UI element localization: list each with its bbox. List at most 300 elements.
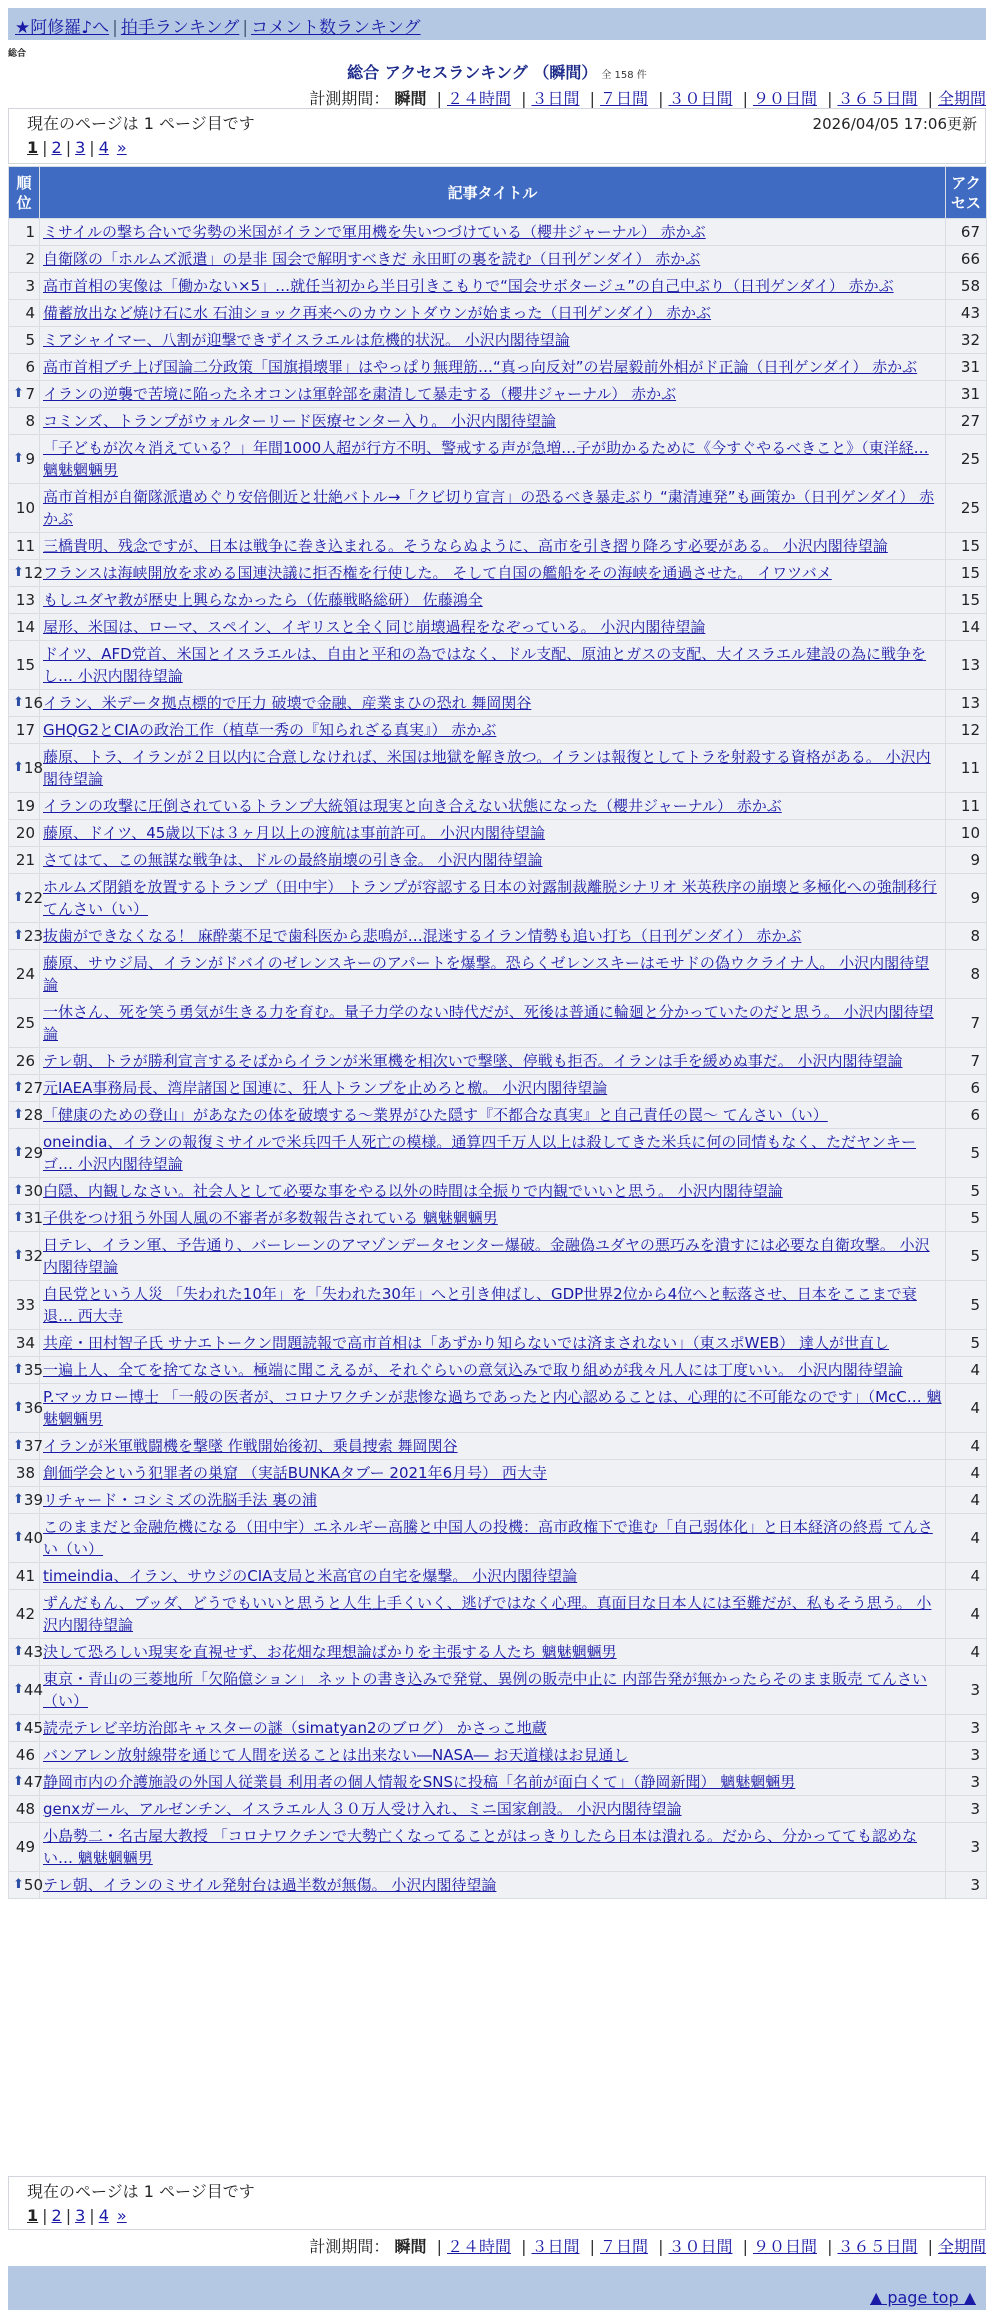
article-link[interactable]: 備蓄放出など焼け石に水 石油ショック再来へのカウントダウンが始まった（日刊ゲンダイ） 赤かぶ [43,304,712,322]
arrow-up-icon: ⬆ [13,1644,24,1659]
period-label: 計測期間： [309,2237,390,2256]
table-row [9,435,987,484]
article-link[interactable]: 藤原、ドイツ、45歳以下は３ヶ月以上の渡航は事前許可。 小沢内閣待望論 [43,824,546,842]
table-header-row [9,167,987,219]
rank-number: 25 [15,1014,35,1032]
title-cell [40,614,946,641]
page-link-2[interactable]: 2 [51,2206,62,2225]
access-count: 9 [946,847,987,874]
arrow-up-icon: ⬆ [13,760,24,775]
access-count: 25 [946,435,987,484]
title-cell [40,950,946,999]
rank-cell [9,1590,40,1639]
rank-cell [9,1281,40,1330]
current-page-text: 現在のページは 1 ページ目です [27,114,255,133]
page-link-2[interactable]: 2 [51,138,62,157]
period-link-all[interactable]: 全期間 [937,89,986,108]
page-next-link[interactable]: » [116,2206,127,2225]
rank-cell [9,1384,43,1433]
rank-cell [9,793,40,820]
title-cell [40,560,946,587]
title-cell [40,1742,946,1769]
table-row [9,1433,987,1460]
article-link[interactable]: 高市首相が自衛隊派遣めぐり安倍側近と壮絶バトル→「クビ切り宣言」の恐るべき暴走ぶり “粛清連発”も画策か（日刊ゲンダイ） 赤かぶ [43,488,935,528]
rank-number: 38 [15,1464,35,1482]
title-cell [40,1872,946,1899]
period-link-30d[interactable]: ３０日間 [668,2237,733,2256]
rank-number: 10 [15,499,35,517]
access-count: 3 [946,1872,987,1899]
rank-cell [9,484,40,533]
title-cell [40,1666,946,1715]
access-count: 3 [946,1796,987,1823]
access-count: 25 [946,484,987,533]
period-link-all[interactable]: 全期間 [937,2237,986,2256]
rank-cell [9,1823,40,1872]
ranking-table [8,166,987,1899]
title-cell [40,1384,946,1433]
access-count: 27 [946,408,987,435]
page-top-link[interactable]: ▲ page top ▲ [869,2288,976,2307]
page-title-text: 総合 アクセスランキング （瞬間） [347,63,598,82]
rank-cell [9,533,40,560]
article-link[interactable]: ミアシャイマー、八割が迎撃できずイスラエルは危機的状況。 小沢内閣待望論 [43,331,570,349]
article-link[interactable]: P.マッカロー博士 「一般の医者が、コロナワクチンが悲惨な過ちであったと内心認めることは、心理的に不可能なのです」（McC… 魑魅魍魎男 [43,1388,942,1428]
page-next-link[interactable]: » [116,138,127,157]
rank-number: 14 [15,618,35,636]
period-link-365d[interactable]: ３６５日間 [837,89,918,108]
article-link[interactable]: 「健康のための登山」があなたの体を破壊する〜業界がひた隠す『不都合な真実』と自己責任の罠〜 てんさい（い） [43,1106,828,1124]
arrow-up-icon: ⬆ [13,890,24,905]
access-count: 4 [946,1357,987,1384]
rank-number: 23 [23,927,43,945]
page-link-3[interactable]: 3 [75,2206,86,2225]
rank-number: 39 [23,1491,43,1509]
title-cell [40,219,946,246]
table-row [9,1666,987,1715]
article-link[interactable]: 屋形、米国は、ローマ、スペイン、イギリスと全く同じ崩壊過程をなぞっている。 小沢内閣待望論 [43,618,706,636]
article-link[interactable]: 自衛隊の「ホルムズ派遣」の是非 国会で解明すべきだ 永田町の裏を読む（日刊ゲンダイ） 赤かぶ [43,250,701,268]
access-count: 8 [946,923,987,950]
period-link-24h[interactable]: ２４時間 [446,89,511,108]
page-link-4[interactable]: 4 [98,2206,109,2225]
rank-cell [9,1639,43,1666]
title-cell [40,273,946,300]
access-count: 7 [946,999,987,1048]
article-link[interactable]: もしユダヤ教が歴史上興らなかったら（佐藤戦略総研） 佐藤鴻全 [43,591,483,609]
rank-number: 48 [15,1800,35,1818]
table-row [9,793,987,820]
rank-number: 46 [15,1746,35,1764]
access-count: 7 [946,1048,987,1075]
total-count: 全 158 件 [601,70,647,81]
rank-number: 50 [23,1876,43,1894]
title-cell [40,354,946,381]
rank-cell [9,327,40,354]
title-cell [40,1232,946,1281]
arrow-up-icon: ⬆ [13,695,24,710]
article-link[interactable]: イランの逆襲で苦境に陥ったネオコンは軍幹部を粛清して暴走する（櫻井ジャーナル） 赤かぶ [43,385,677,403]
table-row [9,820,987,847]
table-row [9,1357,987,1384]
period-link-90d[interactable]: ９０日間 [752,2237,817,2256]
rank-number: 6 [25,358,35,376]
rank-cell [9,246,40,273]
rank-number: 27 [23,1079,43,1097]
table-row [9,1178,987,1205]
table-row [9,847,987,874]
period-link-3d[interactable]: ３日間 [531,2237,580,2256]
page-link-3[interactable]: 3 [75,138,86,157]
article-link[interactable]: genxガール、アルゼンチン、イスラエル人３０万人受け入れ、ミニ国家創設。 小沢内閣待望論 [43,1800,682,1818]
update-time: 2026/04/05 17:06更新 [812,115,977,133]
title-cell [40,690,946,717]
rank-number: 34 [15,1334,35,1352]
table-row [9,1102,987,1129]
rank-cell [9,1769,43,1796]
rank-number: 37 [23,1437,43,1455]
table-row [9,354,987,381]
header-title: 記事タイトル [40,167,946,219]
access-count: 6 [946,1075,987,1102]
title-cell [40,1715,946,1742]
access-count: 4 [946,1460,987,1487]
title-cell [40,587,946,614]
rank-number: 1 [25,223,35,241]
ranking-table-body [9,219,987,1899]
access-count: 67 [946,219,987,246]
rank-number: 32 [23,1247,43,1265]
title-cell [40,435,946,484]
article-link[interactable]: イランの攻撃に圧倒されているトランプ大統領は現実と向き合えない状態になった（櫻井ジャーナル） 赤かぶ [43,797,782,815]
period-link-30d[interactable]: ３０日間 [668,89,733,108]
article-link[interactable]: コミンズ、トランプがウォルターリード医療センター入り。 小沢内閣待望論 [43,412,556,430]
access-count: 58 [946,273,987,300]
arrow-up-icon: ⬆ [13,1400,24,1415]
article-link[interactable]: 白隠、内観しなさい。社会人として必要な事をやる以外の時間は全振りで内観でいいと思う。 小沢内閣待望論 [43,1182,783,1200]
article-link[interactable]: 抜歯ができなくなる！ 麻酔薬不足で歯科医から悲鳴が…混迷するイラン情勢も追い打ち（日刊ゲンダイ） 赤かぶ [43,927,802,945]
rank-cell [9,381,40,408]
arrow-up-icon: ⬆ [13,565,24,580]
access-count: 11 [946,793,987,820]
access-count: 32 [946,327,987,354]
access-count: 15 [946,587,987,614]
article-link[interactable]: 三橋貴明、残念ですが、日本は戦争に巻き込まれる。そうならぬように、高市を引き摺り降ろす必要がある。 小沢内閣待望論 [43,537,888,555]
rank-cell [9,1232,43,1281]
rank-number: 40 [23,1529,43,1547]
arrow-up-icon: ⬆ [13,1492,24,1507]
title-cell [40,533,946,560]
title-cell [40,923,946,950]
title-cell [40,1129,946,1178]
access-count: 13 [946,690,987,717]
access-count: 3 [946,1742,987,1769]
access-count: 31 [946,381,987,408]
access-count: 13 [946,641,987,690]
page-current: 1 [27,2206,39,2225]
table-row [9,1514,987,1563]
rank-cell [9,690,43,717]
table-row [9,641,987,690]
table-row [9,690,987,717]
title-cell [40,1769,946,1796]
access-count: 11 [946,744,987,793]
rank-number: 33 [15,1296,35,1314]
rank-cell [9,1872,43,1899]
table-row [9,560,987,587]
article-link[interactable]: テレ朝、トラが勝利宣言するそばからイランが米軍機を相次いで撃墜、停戦も拒否。イランは手を緩めぬ事だ。 小沢内閣待望論 [43,1052,903,1070]
article-link[interactable]: ずんだもん、ブッダ、どうでもいいと思うと人生上手くいく、逃げではなく心理。真面目な日本人には至難だが、私もそう思う。 小沢内閣待望論 [43,1594,932,1634]
period-current: 瞬間 [394,2237,427,2256]
rank-number: 42 [15,1605,35,1623]
rank-cell [9,273,40,300]
period-link-7d[interactable]: ７日間 [599,2237,648,2256]
access-count: 6 [946,1102,987,1129]
title-cell [40,1205,946,1232]
rank-number: 18 [23,759,43,777]
arrow-up-icon: ⬆ [13,1774,24,1789]
rank-number: 36 [23,1399,43,1417]
rank-cell [9,923,43,950]
article-link[interactable]: GHQG2とCIAの政治工作（植草一秀の『知られざる真実』） 赤かぶ [43,721,497,739]
rank-number: 7 [25,385,35,403]
table-row [9,1330,987,1357]
period-link-24h[interactable]: ２４時間 [446,2237,511,2256]
article-link[interactable]: テレ朝、イランのミサイル発射台は過半数が無傷。 小沢内閣待望論 [43,1876,497,1894]
rank-cell [9,560,43,587]
table-row [9,1872,987,1899]
title-cell [40,484,946,533]
arrow-up-icon: ⬆ [13,1877,24,1892]
nav-separator: | [242,18,249,38]
table-row [9,1563,987,1590]
access-count: 4 [946,1563,987,1590]
pagination-bottom: 1 | 2 | 3 | 4 » [27,2206,127,2225]
article-link[interactable]: フランスは海峡開放を求める国連決議に拒否権を行使した。 そして自国の艦船をその海峡を通過させた。 イワツバメ [43,564,832,582]
table-row [9,1796,987,1823]
period-link-90d[interactable]: ９０日間 [752,89,817,108]
title-cell [40,1514,946,1563]
page-link-4[interactable]: 4 [98,138,109,157]
article-link[interactable]: 「子どもが次々消えている？」年間1000人超が行方不明、警戒する声が急増…子が助かるために《今すぐやるべきこと》（東洋経… 魑魅魍魎男 [43,439,929,479]
title-cell [40,1796,946,1823]
rank-number: 26 [15,1052,35,1070]
rank-cell [9,1796,40,1823]
title-cell [40,1823,946,1872]
article-link[interactable]: oneindia、イランの報復ミサイルで米兵四千人死亡の模様。通算四千万人以上は殺してきた米兵に何の同情もなく、ただヤンキーゴ… 小沢内閣待望論 [43,1133,916,1173]
rank-number: 16 [23,694,43,712]
title-cell [40,999,946,1048]
title-cell [40,246,946,273]
arrow-up-icon: ⬆ [13,451,24,466]
article-link[interactable]: イランが米軍戦闘機を撃墜 作戦開始後初、乗員捜索 舞岡関谷 [43,1437,458,1455]
rank-cell [9,1178,43,1205]
rank-cell [9,219,40,246]
access-count: 31 [946,354,987,381]
access-count: 9 [946,874,987,923]
arrow-up-icon: ⬆ [13,1530,24,1545]
article-link[interactable]: 一休さん、死を笑う勇気が生きる力を育む。量子力学のない時代だが、死後は普通に輪廻と分かっていたのだと思う。 小沢内閣待望論 [43,1003,934,1043]
category-label: 総合 [8,49,27,59]
access-count: 12 [946,717,987,744]
page-current: 1 [27,138,39,157]
article-link[interactable]: さてはて、この無謀な戦争は、ドルの最終崩壊の引き金。 小沢内閣待望論 [43,851,543,869]
rank-cell [9,1487,43,1514]
access-count: 3 [946,1666,987,1715]
rank-cell [9,1129,43,1178]
access-count: 4 [946,1433,987,1460]
page-title [0,60,994,83]
arrow-up-icon: ⬆ [13,1080,24,1095]
table-row [9,1639,987,1666]
title-cell [40,641,946,690]
table-row [9,1590,987,1639]
rank-number: 45 [23,1719,43,1737]
access-count: 10 [946,820,987,847]
rank-number: 22 [23,889,43,907]
table-row [9,1769,987,1796]
table-row [9,950,987,999]
arrow-up-icon: ⬆ [13,928,24,943]
table-row [9,1823,987,1872]
rank-cell [9,408,40,435]
period-selector-bottom: 計測期間： 瞬間 | ２４時間 | ３日間 | ７日間 | ３０日間 | ９０日間 | ３６５日間 | 全期間 [309,2237,986,2256]
title-cell [40,1590,946,1639]
access-count: 3 [946,1715,987,1742]
title-cell [40,1330,946,1357]
article-link[interactable]: 高市首相の実像は「働かない×5」…就任当初から半日引きこもりで“国会サボタージュ”の自己中ぶり（日刊ゲンダイ） 赤かぶ [43,277,894,295]
article-link[interactable]: 藤原、トラ、イランが２日以内に合意しなければ、米国は地獄を解き放つ。イランは報復としてトラを射殺する資格がある。 小沢内閣待望論 [43,748,931,788]
article-link[interactable]: リチャード・コシミズの洗脳手法 裏の浦 [43,1491,318,1509]
article-link[interactable]: 一遍上人、全てを捨てなさい。極端に聞こえるが、それぐらいの意気込みで取り組めが我々凡人には丁度いい。 小沢内閣待望論 [43,1361,903,1379]
rank-number: 5 [25,331,35,349]
nav-link-asyura[interactable]: ★阿修羅♪へ [15,18,110,38]
table-row [9,219,987,246]
access-count: 5 [946,1129,987,1178]
arrow-up-icon: ⬆ [13,1210,24,1225]
access-count: 4 [946,1514,987,1563]
table-row [9,1129,987,1178]
rank-number: 8 [25,412,35,430]
access-count: 15 [946,533,987,560]
arrow-up-icon: ⬆ [13,1107,24,1122]
rank-cell [9,950,40,999]
article-link[interactable]: イラン、米データ拠点標的で圧力 破壊で金融、産業まひの恐れ 舞岡関谷 [43,694,532,712]
table-row [9,484,987,533]
rank-number: 19 [15,797,35,815]
rank-cell [9,1075,43,1102]
rank-cell [9,1048,40,1075]
article-link[interactable]: 藤原、サウジ局、イランがドバイのゼレンスキーのアパートを爆撃。恐らくゼレンスキーはモサドの偽ウクライナ人。 小沢内閣待望論 [43,954,930,994]
rank-cell [9,435,40,484]
period-link-7d[interactable]: ７日間 [599,89,648,108]
rank-number: 47 [23,1773,43,1791]
rank-number: 29 [23,1144,43,1162]
period-link-365d[interactable]: ３６５日間 [837,2237,918,2256]
table-row [9,1281,987,1330]
article-link[interactable]: 東京・青山の三菱地所「欠陥億ション」 ネットの書き込みで発覚、異例の販売中止に 内部告発が無かったらそのまま販売 てんさい（い） [43,1670,928,1710]
access-count: 4 [946,1639,987,1666]
title-cell [40,1639,946,1666]
nav-link-comment-ranking[interactable]: コメント数ランキング [251,18,421,38]
title-cell [40,820,946,847]
article-link[interactable]: ホルムズ閉鎖を放置するトランプ（田中宇） トランプが容認する日本の対露制裁離脱シナリオ 米英秩序の崩壊と多極化への強制移行 てんさい（い） [43,878,937,918]
table-row [9,1715,987,1742]
table-row [9,1460,987,1487]
article-link[interactable]: 共産・田村智子氏 サナエトークン問題読報で高市首相は「あずかり知らないでは済まされない」（東スポWEB） 達人が世直し [43,1334,890,1352]
article-link[interactable]: バンアレン放射線帯を通じて人間を送ることは出来ない―NASA― お天道様はお見通し [43,1746,629,1764]
rank-number: 3 [25,277,35,295]
title-cell [40,327,946,354]
title-cell [40,1460,946,1487]
rank-number: 28 [23,1106,43,1124]
title-cell [40,300,946,327]
title-cell [40,1048,946,1075]
period-selector-top: 計測期間： 瞬間 | ２４時間 | ３日間 | ７日間 | ３０日間 | ９０日間 | ３６５日間 | 全期間 [309,89,986,108]
rank-number: 2 [25,250,35,268]
arrow-up-icon: ⬆ [13,1682,24,1697]
rank-cell [9,1357,43,1384]
access-count: 4 [946,1384,987,1433]
rank-cell [9,1433,43,1460]
header-count: アクセス [946,167,987,219]
article-link[interactable]: 自民党という人災 「失われた10年」を「失われた30年」へと引き伸ばし、GDP世界2位から4位へと転落させ、日本をここまで衰退… 西大寺 [43,1285,917,1325]
pagination-top: 1 | 2 | 3 | 4 » [27,138,127,157]
rank-number: 21 [15,851,35,869]
page-info-top [8,108,986,164]
article-link[interactable]: 静岡市内の介護施設の外国人従業員 利用者の個人情報をSNSに投稿「名前が面白くて」（静岡新聞） 魑魅魍魎男 [43,1773,796,1791]
rank-cell [9,1563,40,1590]
article-link[interactable]: 決して恐ろしい現実を直視せず、お花畑な理想論ばかりを主張する人たち 魑魅魍魎男 [43,1643,617,1661]
title-cell [40,381,946,408]
title-cell [40,793,946,820]
table-row [9,273,987,300]
nav-link-applause-ranking[interactable]: 拍手ランキング [120,18,240,38]
table-row [9,1075,987,1102]
article-link[interactable]: timeindia、イラン、サウジのCIA支局と米高官の自宅を爆撃。 小沢内閣待望論 [43,1567,578,1585]
rank-number: 11 [15,537,35,555]
article-link[interactable]: 元IAEA事務局長、湾岸諸国と国連に、狂人トランプを止めろと檄。 小沢内閣待望論 [43,1079,608,1097]
page-info-bottom [8,2176,986,2230]
period-link-3d[interactable]: ３日間 [531,89,580,108]
table-row [9,1048,987,1075]
table-row [9,1487,987,1514]
table-row [9,874,987,923]
title-cell [40,1178,946,1205]
access-count: 8 [946,950,987,999]
title-cell [40,1563,946,1590]
article-link[interactable]: 子供をつけ狙う外国人風の不審者が多数報告されている 魑魅魍魎男 [43,1209,498,1227]
rank-number: 24 [15,965,35,983]
article-link[interactable]: 小島勢二・名古屋大教授 「コロナワクチンで大勢亡くなってることがはっきりしたら日本は潰れる。だから、分かってても認めない… 魑魅魍魎男 [43,1827,918,1867]
access-count: 14 [946,614,987,641]
table-row [9,614,987,641]
access-count: 4 [946,1590,987,1639]
article-link[interactable]: このままだと金融危機になる（田中宇）エネルギー高騰と中国人の投機：高市政権下で進む「自己弱体化」と日本経済の終焉 てんさい（い） [43,1518,933,1558]
rank-number: 17 [15,721,35,739]
title-cell [40,744,946,793]
title-cell [40,1102,946,1129]
article-link[interactable]: 日テレ、イラン軍、予告通り、バーレーンのアマゾンデータセンター爆破。金融偽ユダヤの悪巧みを潰すには必要な自衛攻撃。 小沢内閣待望論 [43,1236,930,1276]
article-link[interactable]: ドイツ、AFD党首、米国とイスラエルは、自由と平和の為ではなく、ドル支配、原油とガスの支配、大イスラエル建設の為に戦争をし… 小沢内閣待望論 [43,645,927,685]
article-link[interactable]: 創価学会という犯罪者の巣窟 （実話BUNKAタブー 2021年6月号） 西大寺 [43,1464,547,1482]
rank-number: 9 [25,450,35,468]
article-link[interactable]: ミサイルの撃ち合いで劣勢の米国がイランで軍用機を失いつづけている（櫻井ジャーナル） 赤かぶ [43,223,706,241]
article-link[interactable]: 読売テレビ辛坊治郎キャスターの謎（simatyan2のブログ） かさっこ地蔵 [43,1719,547,1737]
title-cell [40,1487,946,1514]
table-row [9,533,987,560]
article-link[interactable]: 高市首相ブチ上げ国論二分政策「国旗損壊罪」はやっぱり無理筋…“真っ向反対”の岩屋毅前外相がド正論（日刊ゲンダイ） 赤かぶ [43,358,918,376]
